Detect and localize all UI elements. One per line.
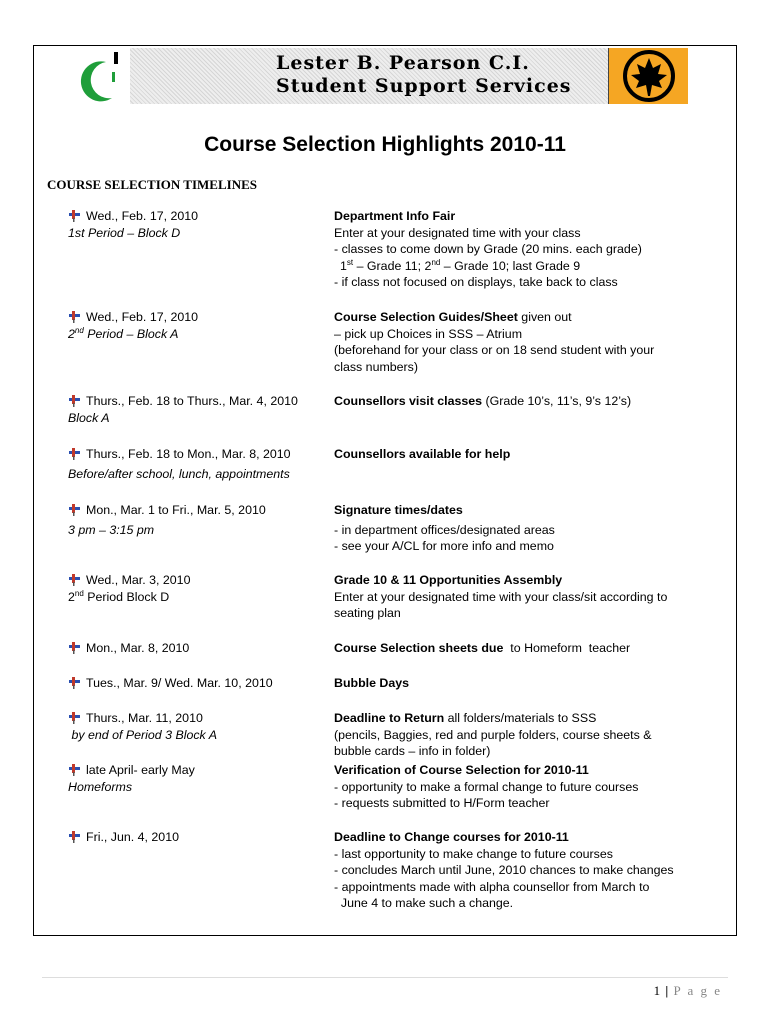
entry-detail: Enter at your designated time with your class <box>334 225 581 240</box>
header-banner <box>130 48 686 104</box>
pushpin-bullet-icon <box>68 394 84 408</box>
entry-time: Block A <box>68 410 110 425</box>
entry-date: Thurs., Feb. 18 to Mon., Mar. 8, 2010 <box>86 447 291 461</box>
entry-date: Thurs., Mar. 11, 2010 <box>86 711 203 725</box>
pushpin-bullet-icon <box>68 641 84 655</box>
pushpin-bullet-icon <box>68 711 84 725</box>
entry-time: by end of Period 3 Block A <box>68 727 218 742</box>
page-number: 1 <box>653 983 662 998</box>
pushpin-bullet-icon <box>68 310 84 324</box>
entry-heading: Counsellors available for help <box>334 447 511 461</box>
footer-divider <box>42 977 728 978</box>
entry-date: Wed., Feb. 17, 2010 <box>86 209 199 223</box>
entry-heading: Bubble Days <box>334 676 410 690</box>
entry-date: Wed., Mar. 3, 2010 <box>86 573 191 587</box>
entry-time: 3 pm – 3:15 pm <box>68 522 155 537</box>
entry-detail: class numbers) <box>334 359 419 374</box>
entry-detail: - see your A/CL for more info and memo <box>334 539 554 553</box>
entry-time: 2nd Period Block D <box>68 588 170 604</box>
entry-date: Fri., Jun. 4, 2010 <box>86 830 179 844</box>
page-title: Course Selection Highlights 2010-11 <box>204 133 566 156</box>
entry-date: Tues., Mar. 9/ Wed. Mar. 10, 2010 <box>86 676 273 690</box>
entry-detail: - appointments made with alpha counsellor from March to <box>334 879 650 894</box>
crescent-logo-icon <box>76 52 126 106</box>
entry-detail: bubble cards – info in folder) <box>334 744 491 758</box>
section-heading: COURSE SELECTION TIMELINES <box>47 177 257 192</box>
pushpin-bullet-icon <box>68 503 84 517</box>
entry-detail: seating plan <box>334 606 401 620</box>
entry-detail: - in department offices/designated areas <box>334 522 555 537</box>
department-name: Student Support Services <box>276 75 572 97</box>
entry-date: Mon., Mar. 1 to Fri., Mar. 5, 2010 <box>86 503 266 517</box>
entry-detail: - last opportunity to make change to future courses <box>334 846 613 861</box>
entry-detail: - classes to come down by Grade (20 mins. each grade) <box>334 242 642 256</box>
entry-heading: Signature times/dates <box>334 503 463 517</box>
entry-heading: Deadline to Return all folders/materials to SSS <box>334 711 597 725</box>
entry-heading: Course Selection Guides/Sheet given out <box>334 310 572 324</box>
entry-detail: - requests submitted to H/Form teacher <box>334 796 550 810</box>
pushpin-bullet-icon <box>68 447 84 461</box>
entry-detail: - concludes March until June, 2010 chances to make changes <box>334 863 674 877</box>
entry-heading: Counsellors visit classes (Grade 10’s, 11’s, 9’s 12’s) <box>334 394 632 408</box>
pushpin-bullet-icon <box>68 573 84 587</box>
pushpin-bullet-icon <box>68 676 84 690</box>
entry-date: Mon., Mar. 8, 2010 <box>86 641 190 655</box>
entry-detail: (beforehand for your class or on 18 send student with your <box>334 343 655 357</box>
page-footer <box>654 983 722 999</box>
entry-detail: Enter at your designated time with your class/sit according to <box>334 589 668 604</box>
entry-time: Homeforms <box>68 779 133 794</box>
entry-detail: - opportunity to make a formal change to future courses <box>334 779 639 794</box>
entry-detail: 1st – Grade 11; 2nd – Grade 10; last Grade 9 <box>340 257 581 273</box>
entry-heading: Department Info Fair <box>334 209 456 223</box>
entry-time: 1st Period – Block D <box>68 225 181 240</box>
entry-date: Wed., Feb. 17, 2010 <box>86 310 199 324</box>
pushpin-bullet-icon <box>68 763 84 777</box>
entry-heading: Deadline to Change courses for 2010-11 <box>334 830 569 844</box>
entry-detail: (pencils, Baggies, red and purple folders, course sheets & <box>334 727 652 742</box>
entry-detail: June 4 to make such a change. <box>334 896 514 910</box>
entry-heading: Grade 10 & 11 Opportunities Assembly <box>334 573 563 587</box>
footer-separator: | <box>665 983 670 998</box>
pushpin-bullet-icon <box>68 830 84 844</box>
entry-heading: Course Selection sheets due to Homeform teacher <box>334 641 631 655</box>
entry-date: Thurs., Feb. 18 to Thurs., Mar. 4, 2010 <box>86 394 298 408</box>
entry-time: 2nd Period – Block A <box>68 325 179 341</box>
entry-heading: Verification of Course Selection for 2010-11 <box>334 763 589 777</box>
pushpin-bullet-icon <box>68 209 84 223</box>
school-name: Lester B. Pearson C.I. <box>276 52 530 74</box>
entry-time: Before/after school, lunch, appointments <box>68 466 290 481</box>
entry-detail: - if class not focused on displays, take back to class <box>334 275 618 289</box>
page-label: P a g e <box>673 983 722 998</box>
entry-detail: – pick up Choices in SSS – Atrium <box>334 326 523 341</box>
entry-date: late April- early May <box>86 763 195 777</box>
maple-leaf-logo-icon <box>608 48 688 104</box>
